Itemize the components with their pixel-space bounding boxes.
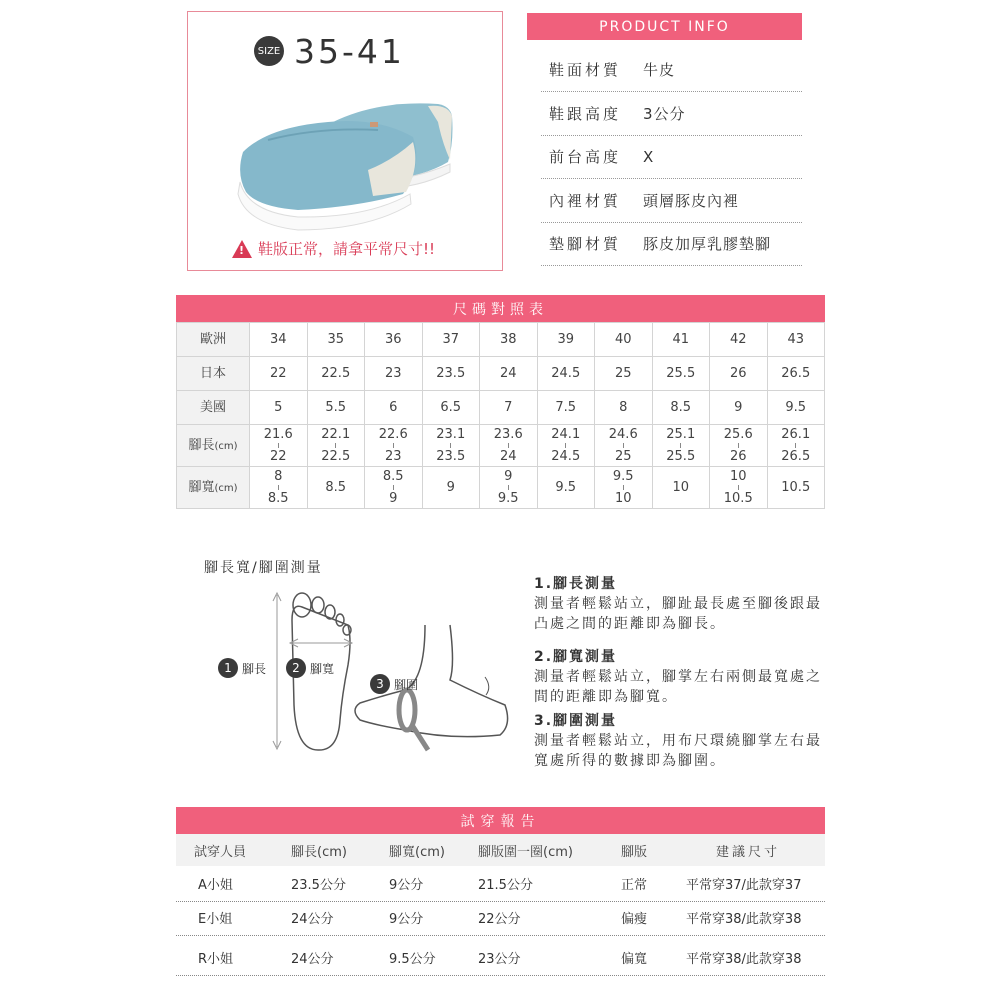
- range-min: 10: [672, 480, 690, 495]
- fitting-cell: 24公分: [291, 912, 334, 927]
- measure-item: [534, 574, 824, 634]
- range-min: 25.6: [723, 427, 753, 442]
- size-range-cell: [653, 427, 710, 464]
- fitting-row: [176, 900, 825, 936]
- range-divider: [623, 485, 624, 490]
- range-min: 9.5: [612, 469, 634, 484]
- size-range-cell: [250, 469, 307, 506]
- range-min: 22.1: [321, 427, 351, 442]
- size-cell: 5: [250, 391, 308, 425]
- range-divider: [278, 443, 279, 448]
- measure-item: [534, 647, 824, 707]
- row-label-unit: (cm): [214, 482, 238, 494]
- size-range-cell: [768, 427, 825, 464]
- range-max: 22: [269, 449, 287, 464]
- size-warning: [232, 238, 435, 259]
- fitting-header-cell: 腳長(cm): [291, 844, 347, 860]
- range-min: 8: [274, 469, 283, 484]
- size-range-cell: [423, 480, 480, 495]
- size-cell: 22.5: [307, 357, 365, 391]
- range-max: 9: [389, 491, 398, 506]
- measure-heading: 1.腳長測量: [534, 576, 618, 592]
- size-cell: 34: [250, 323, 308, 357]
- product-info-row: [541, 222, 802, 266]
- size-cell: [537, 425, 595, 467]
- size-range-cell: [595, 469, 652, 506]
- range-divider: [278, 485, 279, 490]
- measure-tag: [218, 658, 266, 678]
- size-cell: [307, 467, 365, 509]
- range-divider: [623, 443, 624, 448]
- measure-number: 2: [286, 658, 306, 678]
- size-cell: 35: [307, 323, 365, 357]
- product-info-header: PRODUCT INFO: [527, 13, 802, 40]
- info-label: 鞋面材質: [549, 61, 622, 79]
- size-cell: 40: [595, 323, 653, 357]
- fitting-cell: 偏瘦: [621, 912, 648, 927]
- fitting-cell: A小姐: [198, 878, 233, 893]
- measure-number: 1: [218, 658, 238, 678]
- fitting-header-cell: 試穿人員: [194, 844, 247, 860]
- size-cell: 24: [480, 357, 538, 391]
- size-range-cell: [423, 427, 480, 464]
- row-label-text: 腳長: [188, 437, 215, 453]
- product-info-row: [541, 92, 802, 136]
- size-cell: [710, 467, 768, 509]
- fitting-cell: 平常穿37/此款穿37: [686, 878, 802, 893]
- fitting-cell: 偏寬: [621, 952, 648, 967]
- info-value: 頭層豚皮內裡: [643, 191, 740, 210]
- measure-tag: [370, 674, 418, 694]
- size-range-cell: [538, 427, 595, 464]
- warning-text: 鞋版正常，請拿平常尺寸!!: [258, 240, 436, 258]
- range-divider: [393, 485, 394, 490]
- size-cell: [250, 467, 308, 509]
- size-cell: [652, 467, 710, 509]
- fitting-cell: 平常穿38/此款穿38: [686, 952, 802, 967]
- size-cell: 41: [652, 323, 710, 357]
- size-cell: 6: [365, 391, 423, 425]
- size-cell: 43: [767, 323, 825, 357]
- range-min: 23.6: [493, 427, 523, 442]
- size-range-cell: [768, 480, 825, 495]
- product-box: [187, 11, 503, 271]
- fitting-cell: 9.5公分: [389, 952, 436, 967]
- range-min: 24.1: [551, 427, 581, 442]
- fitting-cell: 正常: [621, 878, 648, 893]
- size-cell: [422, 425, 480, 467]
- size-range-cell: [538, 480, 595, 495]
- size-range-cell: [365, 427, 422, 464]
- measure-tag-label: 腳寬: [310, 661, 335, 676]
- size-cell: 37: [422, 323, 480, 357]
- range-divider: [508, 485, 509, 490]
- range-max: 23: [384, 449, 402, 464]
- fitting-cell: 9公分: [389, 912, 424, 927]
- jp-size-row: [177, 357, 825, 391]
- range-min: 9.5: [555, 480, 577, 495]
- warning-triangle-icon: !: [232, 240, 252, 258]
- measure-item: [534, 711, 824, 771]
- range-max: 10: [614, 491, 632, 506]
- fitting-header-cell: 腳版圍一圈(cm): [478, 844, 573, 860]
- row-label: 歐洲: [177, 323, 250, 357]
- measure-desc: 測量者輕鬆站立，用布尺環繞腳掌左右最寬處所得的數據即為腳圍。: [534, 733, 822, 769]
- info-value: X: [643, 147, 655, 166]
- size-cell: 8.5: [652, 391, 710, 425]
- shoe-image: [228, 82, 463, 242]
- product-info-row: [541, 48, 802, 92]
- fitting-header-row: [176, 834, 825, 866]
- measure-desc: 測量者輕鬆站立，腳趾最長處至腳後跟最凸處之間的距離即為腳長。: [534, 596, 822, 632]
- size-range-cell: [365, 469, 422, 506]
- row-label-unit: (cm): [214, 440, 238, 452]
- size-cell: 25: [595, 357, 653, 391]
- info-value: 3公分: [643, 104, 686, 123]
- range-min: 8.5: [382, 469, 404, 484]
- range-max: 8.5: [267, 491, 289, 506]
- size-cell: 23: [365, 357, 423, 391]
- size-cell: 25.5: [652, 357, 710, 391]
- eu-size-row: [177, 323, 825, 357]
- row-label-text: 腳寬: [188, 479, 215, 495]
- fitting-cell: 平常穿38/此款穿38: [686, 912, 802, 927]
- size-cell: [767, 425, 825, 467]
- fitting-cell: 23.5公分: [291, 878, 346, 893]
- size-range-cell: [595, 427, 652, 464]
- size-range-cell: [710, 427, 767, 464]
- size-cell: 9.5: [767, 391, 825, 425]
- fitting-cell: 9公分: [389, 878, 424, 893]
- measure-heading: 2.腳寬測量: [534, 649, 618, 665]
- range-min: 23.1: [436, 427, 466, 442]
- size-range-cell: [250, 427, 307, 464]
- size-chart-table: [176, 322, 825, 509]
- range-max: 22.5: [321, 449, 351, 464]
- measure-tag-label: 腳長: [242, 661, 267, 676]
- size-cell: 38: [480, 323, 538, 357]
- size-cell: [422, 467, 480, 509]
- size-cell: [307, 425, 365, 467]
- size-cell: 5.5: [307, 391, 365, 425]
- fitting-header-cell: 建議尺寸: [716, 844, 781, 860]
- size-cell: 42: [710, 323, 768, 357]
- size-cell: 23.5: [422, 357, 480, 391]
- us-size-row: [177, 391, 825, 425]
- size-cell: 26: [710, 357, 768, 391]
- size-cell: [365, 467, 423, 509]
- range-divider: [795, 443, 796, 448]
- row-label: 日本: [177, 357, 250, 391]
- measure-title: 腳長寬/腳圍測量: [204, 560, 323, 576]
- fitting-header-cell: 腳版: [621, 844, 648, 860]
- size-range-cell: [308, 427, 365, 464]
- row-label: [177, 425, 250, 467]
- row-label: [177, 467, 250, 509]
- range-min: 21.6: [263, 427, 293, 442]
- fitting-cell: R小姐: [198, 952, 234, 967]
- size-cell: [767, 467, 825, 509]
- size-chart-header: 尺碼對照表: [176, 295, 825, 322]
- fitting-report-header: 試穿報告: [176, 807, 825, 834]
- measure-desc: 測量者輕鬆站立，腳掌左右兩側最寬處之間的距離即為腳寬。: [534, 669, 822, 705]
- range-max: 9.5: [497, 491, 519, 506]
- size-cell: 7.5: [537, 391, 595, 425]
- fitting-row: [176, 940, 825, 976]
- range-divider: [508, 443, 509, 448]
- size-range: 35-41: [294, 32, 405, 71]
- size-cell: [480, 467, 538, 509]
- size-range-cell: [480, 469, 537, 506]
- size-cell: 22: [250, 357, 308, 391]
- size-cell: [652, 425, 710, 467]
- size-range-cell: [710, 469, 767, 506]
- size-cell: 6.5: [422, 391, 480, 425]
- range-max: 25: [614, 449, 632, 464]
- size-cell: [365, 425, 423, 467]
- size-cell: [595, 467, 653, 509]
- foot-width-row: [177, 467, 825, 509]
- size-cell: [595, 425, 653, 467]
- range-min: 10.5: [781, 480, 811, 495]
- range-divider: [335, 443, 336, 448]
- size-badge: SIZE: [254, 36, 284, 66]
- size-cell: 8: [595, 391, 653, 425]
- info-value: 牛皮: [643, 61, 676, 79]
- product-info-row: [541, 179, 802, 223]
- info-label: 墊腳材質: [549, 235, 622, 253]
- fitting-row: [176, 866, 825, 902]
- range-max: 10.5: [723, 491, 753, 506]
- range-max: 24: [499, 449, 517, 464]
- size-cell: [480, 425, 538, 467]
- range-max: 23.5: [436, 449, 466, 464]
- size-cell: 26.5: [767, 357, 825, 391]
- size-cell: [710, 425, 768, 467]
- range-divider: [738, 443, 739, 448]
- size-cell: [250, 425, 308, 467]
- size-range-cell: [308, 480, 365, 495]
- fitting-cell: 22公分: [478, 912, 521, 927]
- size-cell: 24.5: [537, 357, 595, 391]
- range-divider: [393, 443, 394, 448]
- range-min: 9: [446, 480, 455, 495]
- info-label: 鞋跟高度: [549, 104, 622, 123]
- measure-heading: 3.腳圍測量: [534, 713, 618, 729]
- foot-length-row: [177, 425, 825, 467]
- range-max: 26.5: [781, 449, 811, 464]
- range-min: 24.6: [608, 427, 638, 442]
- size-cell: 39: [537, 323, 595, 357]
- range-divider: [738, 485, 739, 490]
- range-max: 24.5: [551, 449, 581, 464]
- fitting-cell: E小姐: [198, 912, 233, 927]
- range-max: 26: [729, 449, 747, 464]
- range-min: 25.1: [666, 427, 696, 442]
- range-min: 22.6: [378, 427, 408, 442]
- info-label: 內裡材質: [549, 191, 622, 210]
- range-min: 8.5: [325, 480, 347, 495]
- size-range-cell: [480, 427, 537, 464]
- range-divider: [565, 443, 566, 448]
- range-max: 25.5: [666, 449, 696, 464]
- size-range-cell: [653, 480, 710, 495]
- row-label: 美國: [177, 391, 250, 425]
- size-cell: 9: [710, 391, 768, 425]
- measure-number: 3: [370, 674, 390, 694]
- range-min: 10: [729, 469, 747, 484]
- info-label: 前台高度: [549, 148, 622, 166]
- range-divider: [450, 443, 451, 448]
- range-min: 9: [504, 469, 513, 484]
- info-value: 豚皮加厚乳膠墊腳: [643, 235, 772, 253]
- range-min: 26.1: [781, 427, 811, 442]
- range-divider: [680, 443, 681, 448]
- size-cell: [537, 467, 595, 509]
- fitting-cell: 21.5公分: [478, 878, 533, 893]
- fitting-cell: 23公分: [478, 952, 521, 967]
- fitting-cell: 24公分: [291, 952, 334, 967]
- product-info-row: [541, 135, 802, 179]
- fitting-header-cell: 腳寬(cm): [389, 844, 445, 860]
- size-cell: 7: [480, 391, 538, 425]
- measure-tag: [286, 658, 334, 678]
- size-cell: 36: [365, 323, 423, 357]
- measure-tag-label: 腳圍: [394, 677, 419, 692]
